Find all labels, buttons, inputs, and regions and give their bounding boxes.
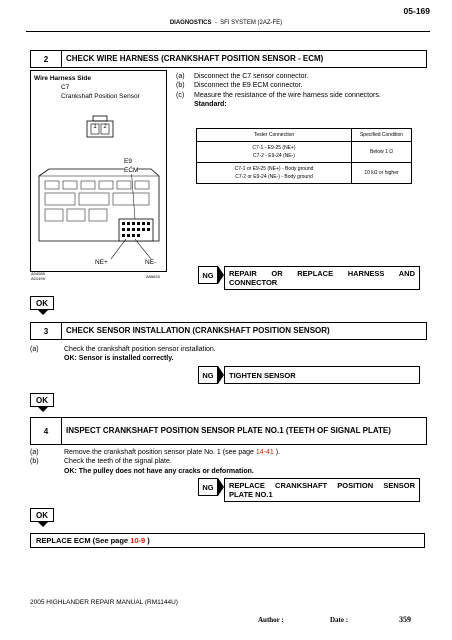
step-2-header	[30, 50, 427, 68]
step-2-ng-action: REPAIR OR REPLACE HARNESS AND CONNECTOR	[224, 266, 420, 290]
step-4-title: INSPECT CRANKSHAFT POSITION SENSOR PLATE NO.1 (TEETH OF SIGNAL PLATE)	[66, 426, 391, 436]
step-4-instruction-a	[30, 448, 420, 457]
final-action-box	[30, 533, 425, 548]
step-3-ok-label: OK	[30, 393, 54, 407]
page-link-14-41[interactable]: 14-41	[255, 449, 274, 456]
spec-row-1-connection	[197, 142, 352, 163]
step-3-title: CHECK SENSOR INSTALLATION (CRANKSHAFT POSITION SENSOR)	[66, 326, 330, 336]
spec-header-condition: Specified Condition	[352, 129, 412, 142]
ecm-connector-label: E9	[124, 158, 132, 165]
spec-row-1-line-b: C7-2 - E9-24 (NE-)	[253, 153, 295, 159]
instruction-b-tag: (b)	[176, 82, 185, 90]
step-3-instructions	[30, 345, 420, 364]
figure-code-1: A04085	[31, 271, 45, 276]
header-section: DIAGNOSTICS	[169, 20, 212, 26]
step-3-instruction-a	[30, 345, 420, 354]
spec-row-2-connection	[197, 163, 352, 184]
footer-author: Author :	[258, 616, 284, 624]
instruction-a-tag: (a)	[176, 73, 185, 80]
step-4-instruction-a-pre: Remove the crankshaft position sensor plate No. 1 (see page	[64, 449, 256, 456]
instruction-a	[176, 72, 428, 81]
pin-1-label: 1	[93, 124, 97, 130]
figure-codes	[31, 272, 45, 282]
step-4-ok-text: OK: The pulley does not have any cracks or deformation.	[64, 467, 254, 475]
step-4-instruction-a-post: ).	[273, 449, 280, 456]
standard-label: Standard:	[194, 101, 227, 109]
step-2-number: 2	[31, 51, 62, 67]
final-action-pre: REPLACE ECM (See page	[36, 536, 131, 545]
step-4-ng-action: REPLACE CRANKSHAFT POSITION SENSOR PLATE NO.1	[224, 478, 420, 502]
step-2-title: CHECK WIRE HARNESS (CRANKSHAFT POSITION SENSOR - ECM)	[66, 54, 324, 64]
ne-minus-label: NE-	[145, 259, 157, 266]
step-4-number: 4	[31, 418, 62, 444]
spec-row-2-line-b: C7-2 or E9-24 (NE-) - Body ground	[235, 174, 313, 180]
step-3-ok-text: OK: Sensor is installed correctly.	[64, 355, 174, 363]
spec-row-2-condition: 10 kΩ or higher	[352, 163, 412, 184]
spec-row-2-line-a: C7-1 or E9-25 (NE+) - Body ground	[234, 166, 314, 172]
step-2-instructions	[176, 72, 428, 110]
step-3-ng-branch	[198, 366, 420, 384]
step-3-ng-label: NG	[198, 366, 218, 384]
step-4-header	[30, 417, 427, 445]
footer-manual: 2005 HIGHLANDER REPAIR MANUAL (RM1144U)	[30, 599, 178, 606]
step-2-ng-branch	[198, 266, 420, 290]
ne-plus-label: NE+	[95, 259, 108, 266]
step-4-ok-label: OK	[30, 508, 54, 522]
spec-header-connection: Tester Connection	[197, 129, 352, 142]
instruction-b	[176, 81, 428, 90]
resistance-spec-table	[196, 128, 412, 184]
step-2-ok-label: OK	[30, 296, 54, 310]
step-4-instruction-a-text	[64, 448, 280, 457]
wiring-diagram	[30, 70, 167, 272]
instruction-c	[176, 91, 428, 100]
step-3-instruction-a-tag: (a)	[30, 346, 39, 353]
instruction-b-text: Disconnect the E9 ECM connector.	[194, 82, 303, 90]
step-4-instruction-b-text: Check the teeth of the signal plate.	[64, 458, 172, 466]
pin-2-label: 2	[103, 124, 107, 130]
instruction-c-tag: (c)	[176, 91, 185, 99]
ecm-label: ECM	[124, 167, 139, 174]
step-4-instruction-b	[30, 457, 420, 466]
header-system: SFI SYSTEM (2AZ-FE)	[220, 20, 283, 26]
step-4-instructions	[30, 448, 420, 476]
step-2-ng-label: NG	[198, 266, 218, 284]
diagram-sensor-name: Crankshaft Position Sensor	[61, 93, 140, 100]
step-3-header	[30, 322, 427, 340]
diagram-title: Wire Harness Side	[34, 75, 92, 82]
spec-row-1-condition: Below 1 Ω	[352, 142, 412, 163]
page-header	[0, 20, 452, 26]
header-separator: -	[214, 20, 217, 26]
diagram-connector-c7: C7	[61, 84, 70, 91]
step-4-instruction-b-tag: (b)	[30, 458, 39, 466]
footer-date: Date :	[330, 616, 349, 624]
wiring-diagram-drawing	[31, 71, 166, 271]
step-4-instruction-a-tag: (a)	[30, 449, 39, 456]
step-4-ng-label: NG	[198, 478, 218, 496]
spec-row-1-line-a: C7-1 - E9-25 (NE+)	[252, 145, 296, 151]
instruction-a-text: Disconnect the C7 sensor connector.	[194, 73, 309, 80]
figure-code-3: A85633	[146, 274, 160, 279]
header-divider	[26, 31, 430, 32]
instruction-c-text: Measure the resistance of the wire harness side connectors.	[194, 91, 381, 99]
step-3-ng-action: TIGHTEN SENSOR	[224, 366, 420, 384]
step-3-instruction-a-text: Check the crankshaft position sensor installation.	[64, 346, 216, 353]
footer-page: 359	[399, 615, 411, 624]
final-action-post: )	[145, 536, 150, 545]
page-link-10-9[interactable]: 10-9	[130, 536, 146, 545]
figure-code-2: A01499	[31, 275, 45, 281]
step-3-number: 3	[31, 323, 62, 339]
step-4-ng-branch	[198, 478, 420, 502]
page-number: 05-169	[403, 6, 430, 16]
